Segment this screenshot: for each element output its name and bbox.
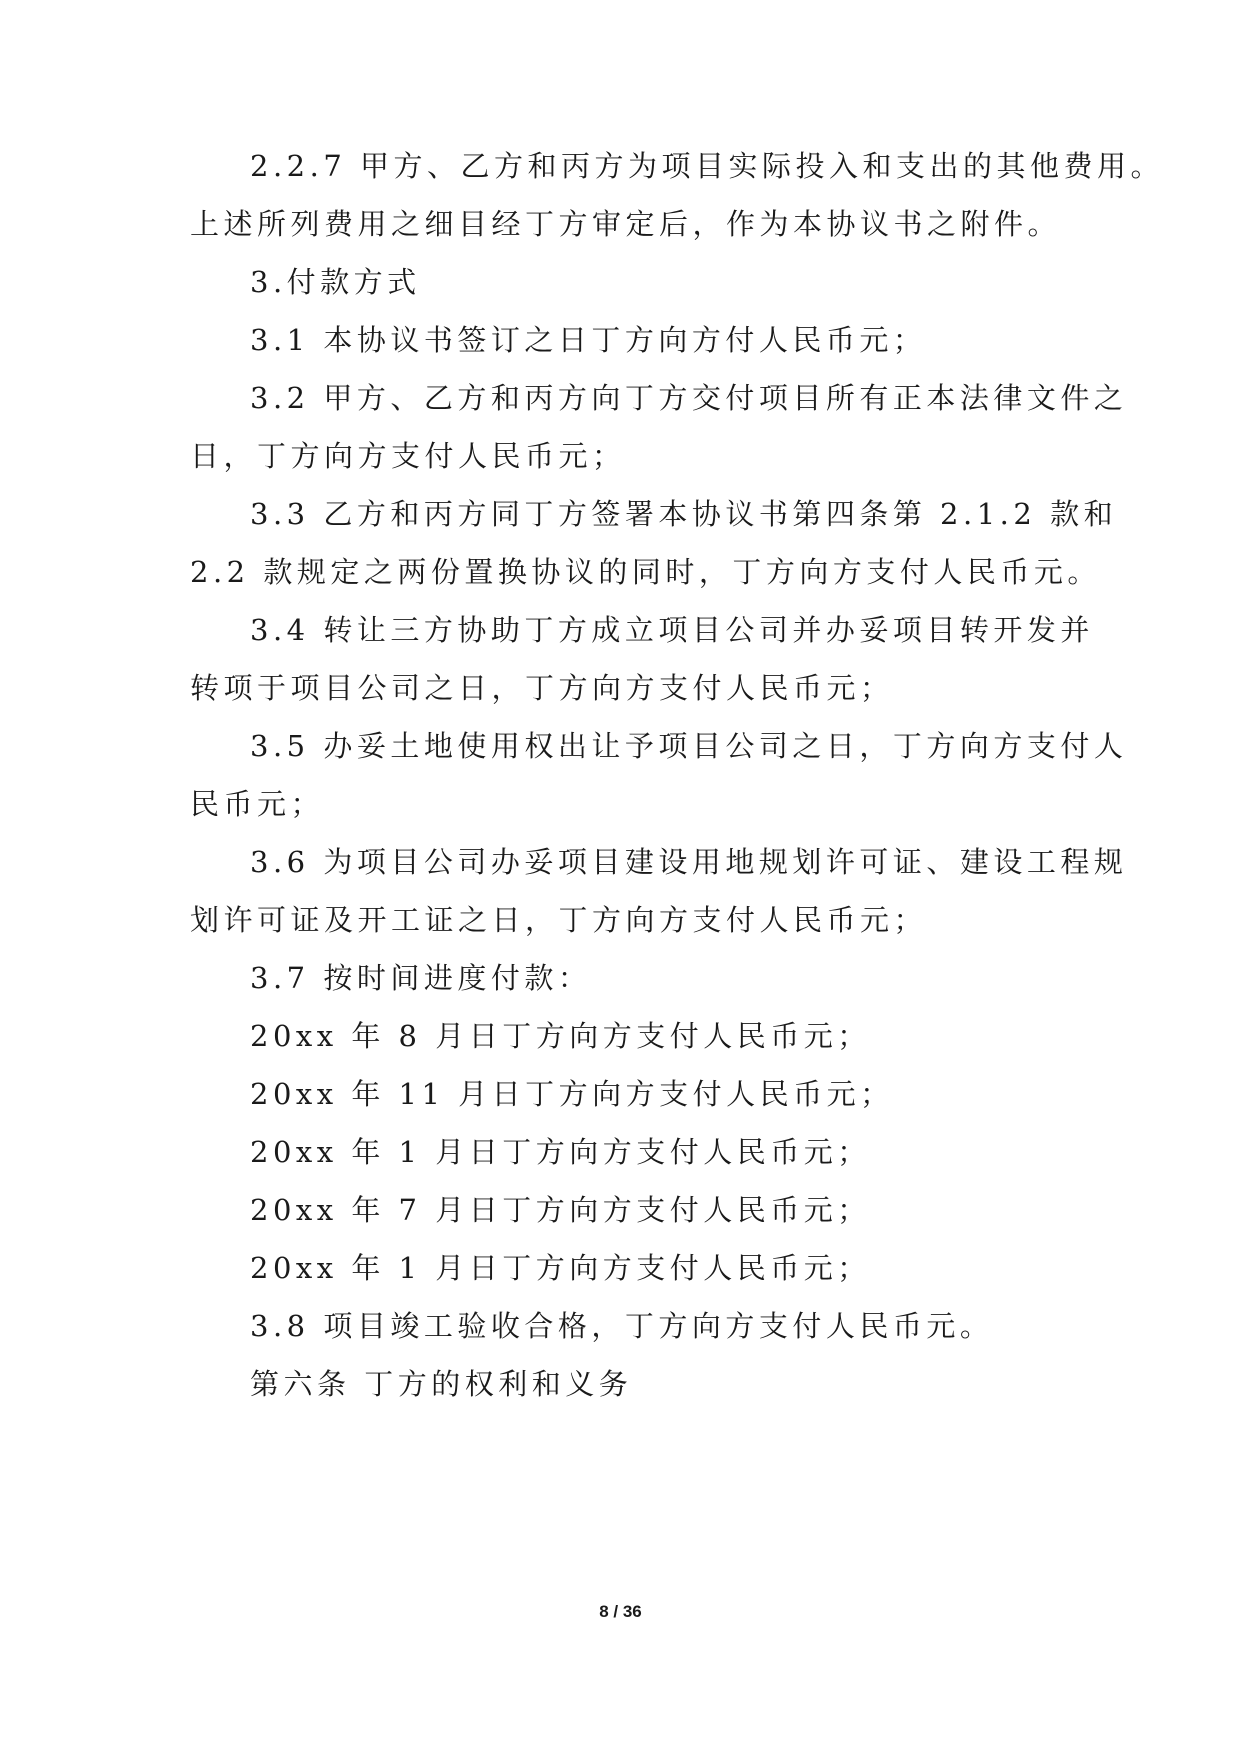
- text-line: 3.1 本协议书签订之日丁方向方付人民币元；: [250, 323, 927, 357]
- payment-line: 20xx 年 11 月日丁方向方支付人民币元；: [250, 1077, 894, 1111]
- text-line: 民币元；: [190, 787, 325, 821]
- text-line: 2.2 款规定之两份置换协议的同时，丁方向方支付人民币元。: [190, 555, 1101, 589]
- page-number: 8 / 36: [599, 1602, 642, 1621]
- text-line: 日，丁方向方支付人民币元；: [190, 439, 626, 473]
- text-line: 3.3 乙方和丙方同丁方签署本协议书第四条第 2.1.2 款和: [250, 497, 1118, 531]
- text-line: 3.8 项目竣工验收合格，丁方向方支付人民币元。: [250, 1309, 994, 1343]
- text-line: 3.2 甲方、乙方和丙方向丁方交付项目所有正本法律文件之: [250, 381, 1128, 415]
- text-line: 3.7 按时间进度付款：: [250, 961, 592, 995]
- text-line: 转项于项目公司之日，丁方向方支付人民币元；: [190, 671, 894, 705]
- text-line: 上述所列费用之细目经丁方审定后，作为本协议书之附件。: [190, 207, 1062, 241]
- section-heading: 3.付款方式: [250, 265, 421, 299]
- payment-line: 20xx 年 8 月日丁方向方支付人民币元；: [250, 1019, 871, 1053]
- text-line: 2.2.7 甲方、乙方和丙方为项目实际投入和支出的其他费用。: [250, 149, 1165, 183]
- text-line: 3.6 为项目公司办妥项目建设用地规划许可证、建设工程规: [250, 845, 1128, 879]
- payment-line: 20xx 年 1 月日丁方向方支付人民币元；: [250, 1135, 871, 1169]
- text-line: 划许可证及开工证之日，丁方向方支付人民币元；: [190, 903, 928, 937]
- article-heading: 第六条 丁方的权利和义务: [250, 1367, 633, 1401]
- payment-line: 20xx 年 1 月日丁方向方支付人民币元；: [250, 1251, 871, 1285]
- text-line: 3.4 转让三方协助丁方成立项目公司并办妥项目转开发并: [250, 613, 1094, 647]
- text-line: 3.5 办妥土地使用权出让予项目公司之日，丁方向方支付人: [250, 729, 1128, 763]
- payment-line: 20xx 年 7 月日丁方向方支付人民币元；: [250, 1193, 871, 1227]
